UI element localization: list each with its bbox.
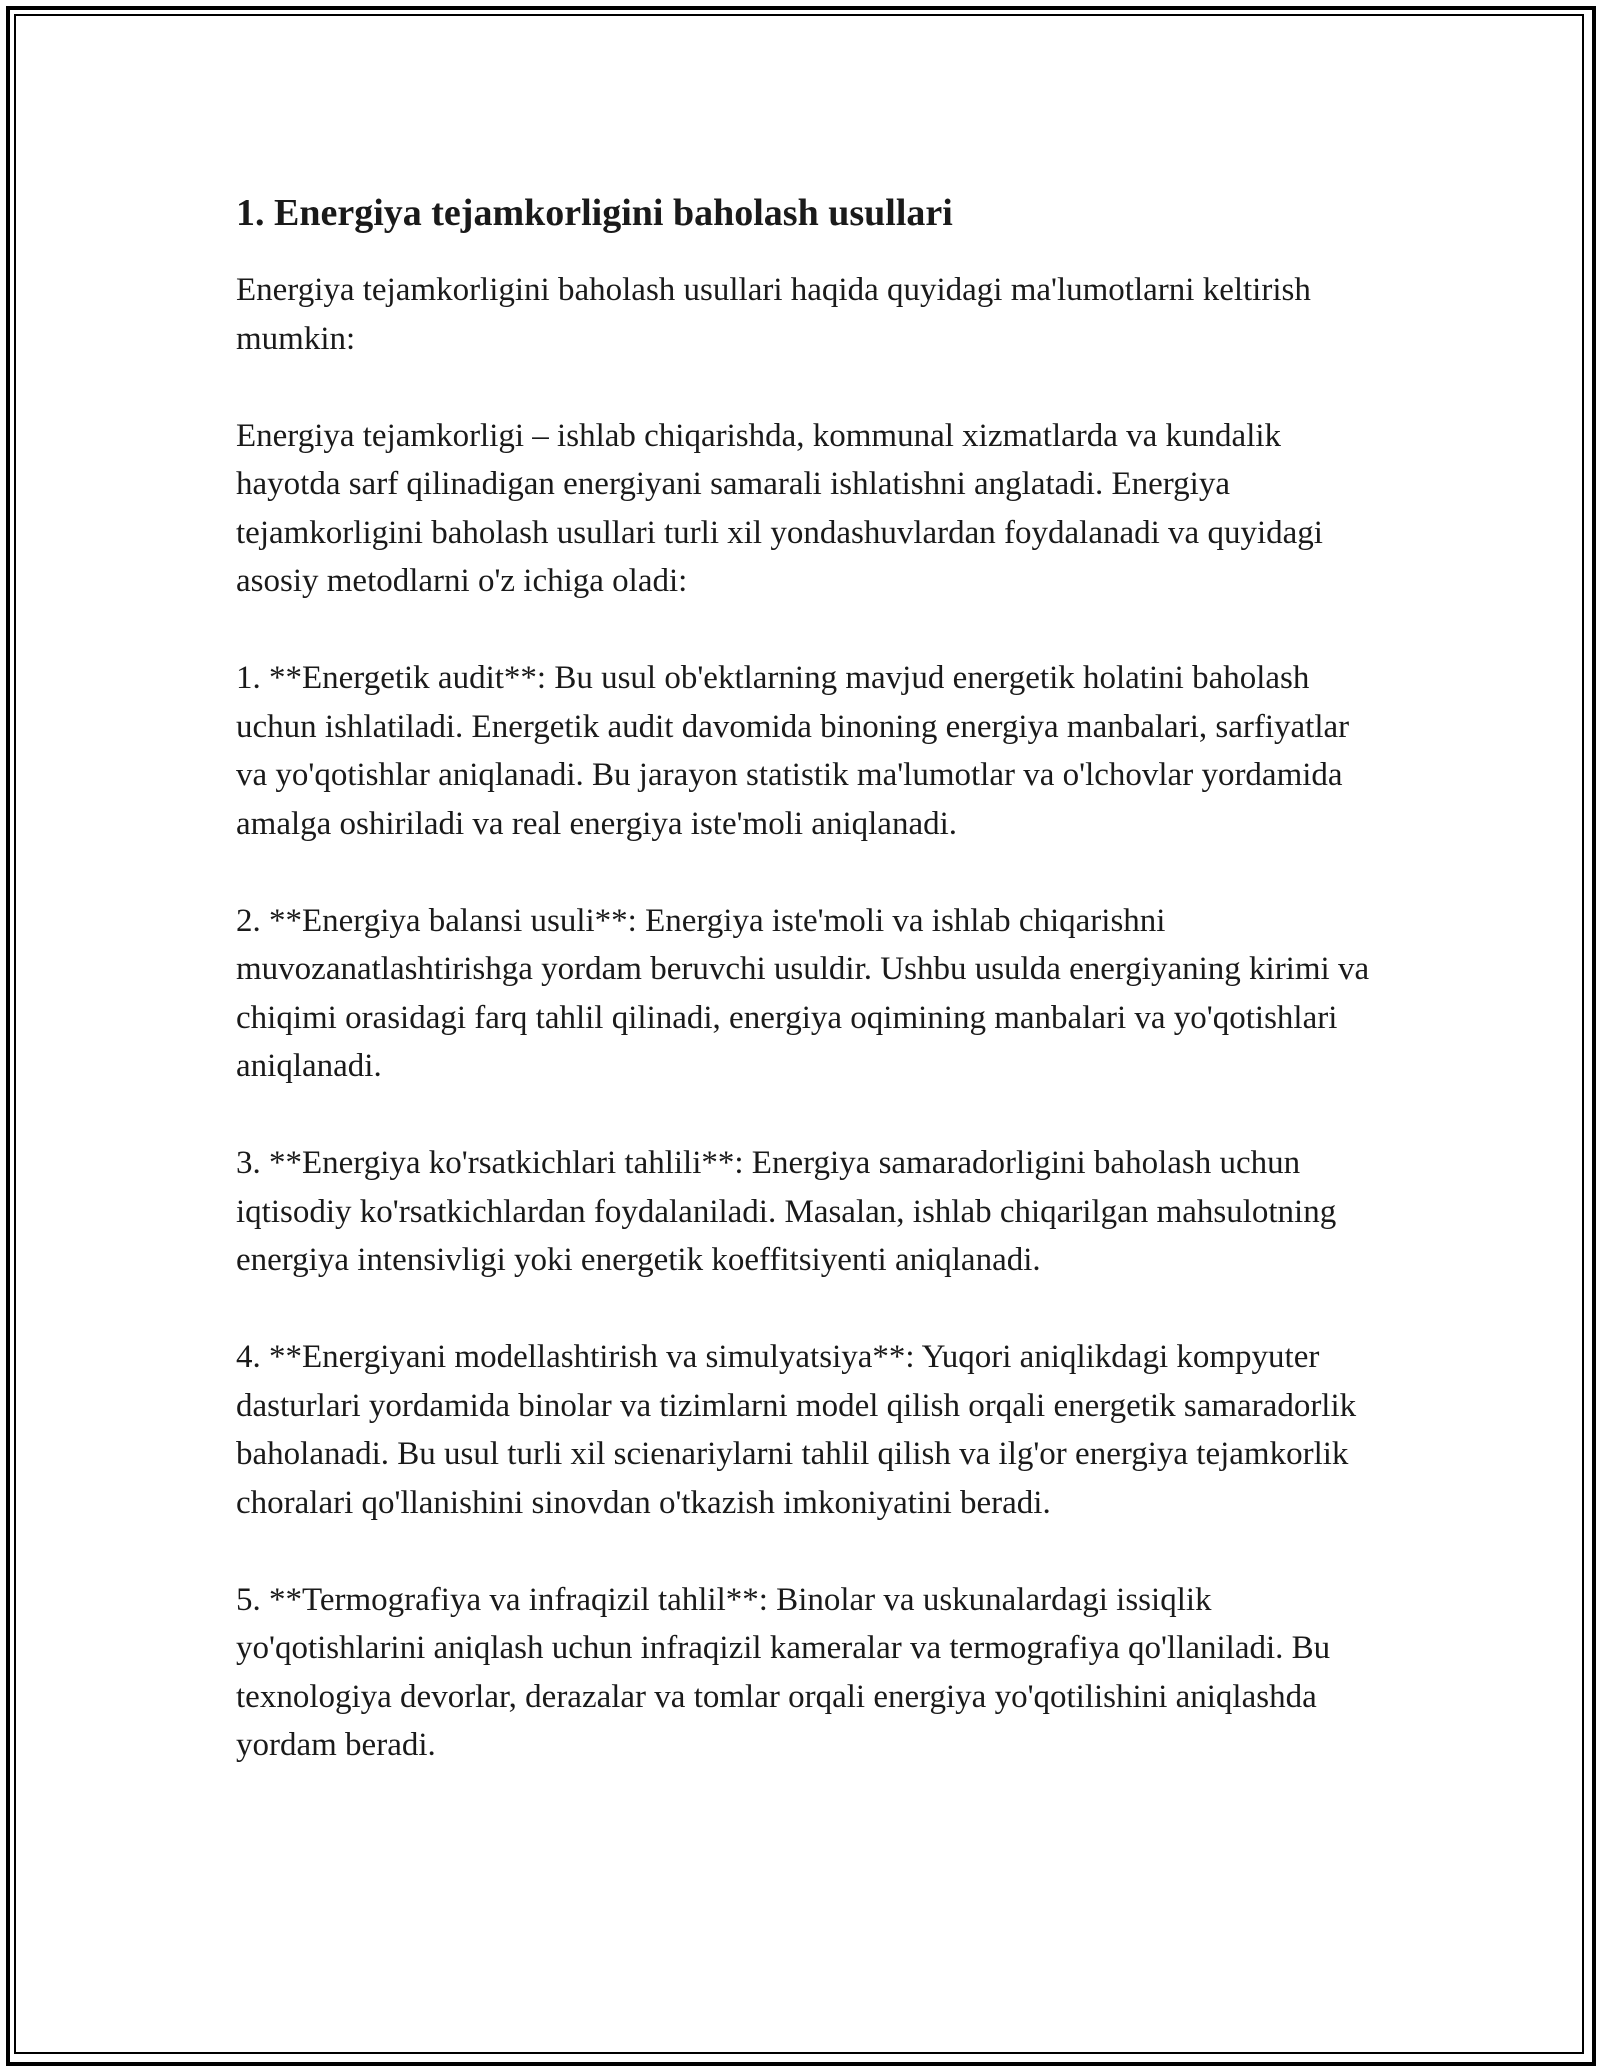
- document-title: 1. Energiya tejamkorligini baholash usullari: [236, 192, 953, 234]
- method-energy-balance: 2. **Energiya balansi usuli**: Energiya iste'moli va ishlab chiqarishni muvozanatlashtirishga yordam beruvchi usuldir. Ushbu usulda energiyaning kirimi va chiqimi orasidagi farq tahlil qilinadi, energiya oqimining manbalari va yo'qotishlari aniqlanadi.: [236, 902, 1370, 1084]
- definition-paragraph: Energiya tejamkorligi – ishlab chiqarishda, kommunal xizmatlarda va kundalik hayotda sarf qilinadigan energiyani samarali ishlatishni anglatadi. Energiya tejamkorligini baholash usullari turli xil yondashuvlardan foydalanadi va quyidagi asosiy metodlarni o'z ichiga oladi:: [236, 417, 1323, 599]
- method-thermography: 5. **Termografiya va infraqizil tahlil**: Binolar va uskunalardagi issiqlik yo'qotishlarini aniqlash uchun infraqizil kameralar va termografiya qo'llaniladi. Bu texnologiya devorlar, derazalar va tomlar orqali energiya yo'qotilishini aniqlashda yordam beradi.: [236, 1581, 1331, 1763]
- method-energy-modelling: 4. **Energiyani modellashtirish va simulyatsiya**: Yuqori aniqlikdagi kompyuter dasturlari yordamida binolar va tizimlarni model qilish orqali energetik samaradorlik baholanadi. Bu usul turli xil scienariylarni tahlil qilish va ilg'or energiya tejamkorlik choralari qo'llanishini sinovdan o'tkazish imkoniyatini beradi.: [236, 1339, 1357, 1521]
- method-energy-indicators: 3. **Energiya ko'rsatkichlari tahlili**: Energiya samaradorligini baholash uchun iqtisodiy ko'rsatkichlardan foydalaniladi. Masalan, ishlab chiqarilgan mahsulotning energiya intensivligi yoki energetik koeffitsiyenti aniqlanadi.: [236, 1145, 1337, 1278]
- intro-paragraph: Energiya tejamkorligini baholash usullari haqida quyidagi ma'lumotlarni keltirish mumkin:: [236, 272, 1311, 357]
- method-energetic-audit: 1. **Energetik audit**: Bu usul ob'ektlarning mavjud energetik holatini baholash uchun ishlatiladi. Energetik audit davomida binoning energiya manbalari, sarfiyatlar va yo'qotishlar aniqlanadi. Bu jarayon statistik ma'lumotlar va o'lchovlar yordamida amalga oshiriladi va real energiya iste'moli aniqlanadi.: [236, 660, 1350, 842]
- document-page: [236, 186, 1376, 1818]
